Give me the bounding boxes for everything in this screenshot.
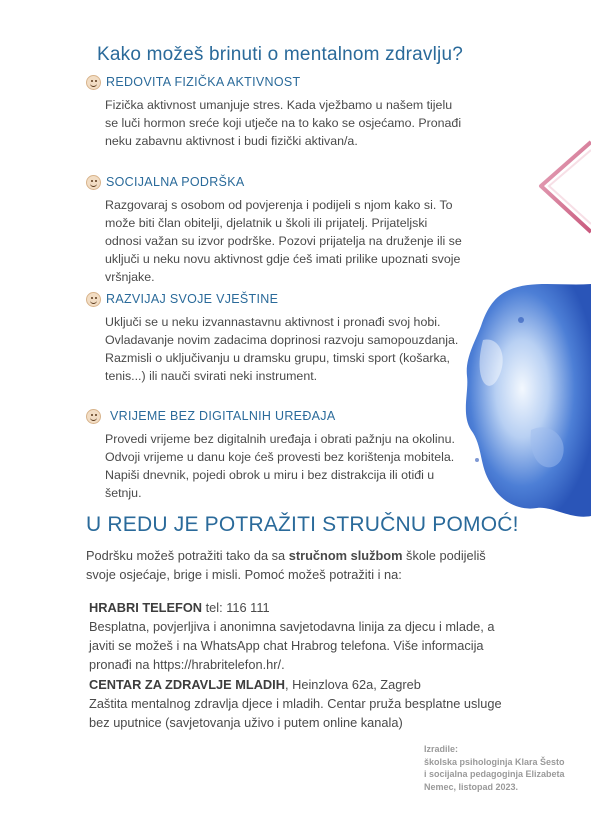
- smiley-icon: [86, 292, 101, 307]
- contact-centar-zdravlje-mladih: [89, 675, 509, 732]
- credits-label: Izradile:: [424, 744, 459, 754]
- blue-watercolor-decoration: [461, 280, 591, 520]
- section-body-social-support: Razgovaraj s osobom od povjerenja i podijeli s njom kako si. To može biti član obitelji, djelatnik u školi ili prijatelj. Prijateljski odnosi važan su izvor podrške. Pozovi prijatelja na druženje ili se uključi u neku novu aktivnost gdje ćeš imati prilike upoznati svoje vršnjake.: [105, 198, 462, 284]
- section-heading-screen-free-time: [86, 407, 335, 425]
- section-heading-label: RAZVIJAJ SVOJE VJEŠTINE: [106, 292, 279, 306]
- section-heading-label: SOCIJALNA PODRŠKA: [106, 175, 245, 189]
- pink-watercolor-decoration: [531, 140, 591, 240]
- section-heading-label: VRIJEME BEZ DIGITALNIH UREĐAJA: [110, 409, 336, 423]
- contact-detail: , Heinzlova 62a, Zagreb: [284, 677, 421, 692]
- section-body-develop-skills: Uključi se u neku izvannastavnu aktivnost i pronađi svoj hobi. Ovladavanje novim zadacima doprinosi razvoju samopouzdanja. Razmisli o uključivanju u dramsku grupu, timski sport (košarka, tenis...) ili nauči svirati neki instrument.: [105, 315, 459, 383]
- section-body-screen-free-time: Provedi vrijeme bez digitalnih uređaja i obrati pažnju na okolinu. Odvoji vrijeme u danu koje ćeš provesti bez korištenja mobitela. Napiši dnevnik, pojedi obrok u miru i bez distrakcija ili otiđi u šetnju.: [105, 432, 455, 500]
- smiley-icon: [86, 409, 101, 424]
- credits-line: Nemec, listopad 2023.: [424, 781, 519, 792]
- contact-name: HRABRI TELEFON: [89, 600, 203, 615]
- contact-detail: tel: 116 111: [202, 600, 270, 615]
- contact-description: Besplatna, povjerljiva i anonimna savjetodavna linija za djecu i mlade, a javiti se možeš i na WhatsApp chat Hrabrog telefona. Više informacija pronađi na https://hrabritelefon.hr/.: [89, 619, 495, 672]
- section-heading-develop-skills: [86, 290, 278, 308]
- help-intro-text-end: škole podijeliš svoje osjećaje, brige i misli. Pomoć možeš potražiti i na:: [86, 548, 486, 582]
- help-heading: U REDU JE POTRAŽITI STRUČNU POMOĆ!: [86, 513, 519, 536]
- smiley-icon: [86, 75, 101, 90]
- contact-description: Zaštita mentalnog zdravlja djece i mladih. Centar pruža besplatne usluge bez uputnice (savjetovanja uživo i putem online kanala): [89, 696, 502, 730]
- smiley-icon: [86, 175, 101, 190]
- authors-credits: [424, 743, 589, 793]
- page-title: Kako možeš brinuti o mentalnom zdravlju?: [97, 44, 464, 65]
- contact-name: CENTAR ZA ZDRAVLJE MLADIH: [89, 677, 285, 692]
- help-intro-bold: stručnom službom: [288, 548, 403, 563]
- help-intro-text: Podršku možeš potražiti tako da sa: [86, 548, 289, 563]
- section-body-physical-activity: Fizička aktivnost umanjuje stres. Kada vježbamo u našem tijelu se luči hormon sreće koji utječe na to kako se osjećamo. Pronađi neku zabavnu aktivnost i budi fizički aktivan/a.: [105, 98, 462, 148]
- section-heading-physical-activity: [86, 73, 300, 91]
- credits-line: školska psihologinja Klara Šesto: [424, 756, 565, 767]
- contact-hrabri-telefon: [89, 598, 509, 674]
- credits-line: i socijalna pedagoginja Elizabeta: [424, 769, 565, 779]
- help-intro: [86, 546, 506, 584]
- section-heading-label: REDOVITA FIZIČKA AKTIVNOST: [106, 75, 301, 89]
- section-heading-social-support: [86, 173, 244, 191]
